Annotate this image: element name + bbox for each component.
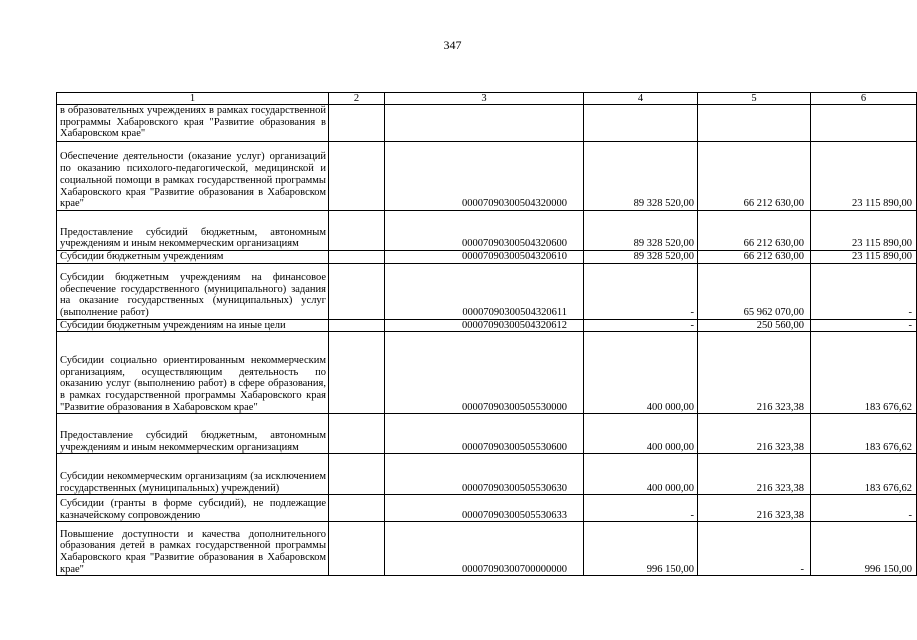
row-value-6: 183 676,62 xyxy=(811,454,917,495)
row-name: Субсидии (гранты в форме субсидий), не подлежащие казначейскому сопровождению xyxy=(57,495,329,522)
row-value-5 xyxy=(698,105,811,142)
row-value-6: - xyxy=(811,495,917,522)
row-code xyxy=(385,105,584,142)
table-row xyxy=(57,263,917,319)
row-name: Субсидии социально ориентированным некоммерческим организациям, осуществляющим деятельность по оказанию услуг (выполнению работ) в сфере образования, в рамках государственной программы Хабаровского края "Развитие образования в Хабаровском крае" xyxy=(57,332,329,414)
row-value-5: 66 212 630,00 xyxy=(698,211,811,251)
row-value-6 xyxy=(811,105,917,142)
table-row xyxy=(57,454,917,495)
table-row xyxy=(57,414,917,454)
row-value-5: 66 212 630,00 xyxy=(698,251,811,264)
row-name: Субсидии бюджетным учреждениям на иные цели xyxy=(57,319,329,332)
column-header-1: 1 xyxy=(57,93,329,105)
row-col2 xyxy=(329,522,385,576)
row-value-5: 216 323,38 xyxy=(698,332,811,414)
row-code: 00007090300504320000 xyxy=(385,142,584,211)
row-col2 xyxy=(329,414,385,454)
table-row xyxy=(57,142,917,211)
row-value-4: 400 000,00 xyxy=(584,414,698,454)
table-row xyxy=(57,211,917,251)
row-col2 xyxy=(329,105,385,142)
row-col2 xyxy=(329,495,385,522)
row-value-6: 996 150,00 xyxy=(811,522,917,576)
table-row xyxy=(57,319,917,332)
row-col2 xyxy=(329,332,385,414)
row-col2 xyxy=(329,319,385,332)
row-name: Субсидии некоммерческим организациям (за исключением государственных (муниципальных) учреждений) xyxy=(57,454,329,495)
row-name: Субсидии бюджетным учреждениям на финансовое обеспечение государственного (муниципального) задания на оказание государственных (муниципальных) услуг (выполнение работ) xyxy=(57,263,329,319)
row-col2 xyxy=(329,211,385,251)
column-header-6: 6 xyxy=(811,93,917,105)
row-value-4: - xyxy=(584,263,698,319)
column-header-5: 5 xyxy=(698,93,811,105)
row-name: Субсидии бюджетным учреждениям xyxy=(57,251,329,264)
row-value-6: 23 115 890,00 xyxy=(811,142,917,211)
header-row xyxy=(57,93,917,105)
row-value-6: - xyxy=(811,319,917,332)
row-name: Повышение доступности и качества дополнительного образования детей в рамках государственной программы Хабаровского края "Развитие образования в Хабаровском крае" xyxy=(57,522,329,576)
row-value-5: 216 323,38 xyxy=(698,495,811,522)
row-value-4: 400 000,00 xyxy=(584,454,698,495)
row-value-4 xyxy=(584,105,698,142)
row-value-5: 66 212 630,00 xyxy=(698,142,811,211)
table-row xyxy=(57,522,917,576)
row-value-5: - xyxy=(698,522,811,576)
row-value-5: 65 962 070,00 xyxy=(698,263,811,319)
row-code: 00007090300504320600 xyxy=(385,211,584,251)
row-name: Обеспечение деятельности (оказание услуг) организаций по оказанию психолого-педагогической, медицинской и социальной помощи в рамках государственной программы Хабаровского края "Развитие образования в Хабаровском крае" xyxy=(57,142,329,211)
row-name: в образовательных учреждениях в рамках государственной программы Хабаровского края "Развитие образования в Хабаровском крае" xyxy=(57,105,329,142)
row-name: Предоставление субсидий бюджетным, автономным учреждениям и иным некоммерческим организациям xyxy=(57,211,329,251)
column-header-4: 4 xyxy=(584,93,698,105)
row-code: 00007090300504320610 xyxy=(385,251,584,264)
row-value-5: 216 323,38 xyxy=(698,414,811,454)
row-value-4: 89 328 520,00 xyxy=(584,211,698,251)
row-value-4: 89 328 520,00 xyxy=(584,251,698,264)
row-value-4: 996 150,00 xyxy=(584,522,698,576)
column-header-2: 2 xyxy=(329,93,385,105)
row-value-6: - xyxy=(811,263,917,319)
row-value-6: 23 115 890,00 xyxy=(811,211,917,251)
row-code: 00007090300505530630 xyxy=(385,454,584,495)
row-value-6: 23 115 890,00 xyxy=(811,251,917,264)
row-col2 xyxy=(329,263,385,319)
table-row xyxy=(57,495,917,522)
column-header-3: 3 xyxy=(385,93,584,105)
page-number: 347 xyxy=(443,38,462,52)
row-code: 00007090300505530000 xyxy=(385,332,584,414)
row-code: 00007090300505530600 xyxy=(385,414,584,454)
table-row xyxy=(57,105,917,142)
row-col2 xyxy=(329,142,385,211)
row-value-6: 183 676,62 xyxy=(811,414,917,454)
row-value-4: - xyxy=(584,495,698,522)
row-code: 00007090300504320611 xyxy=(385,263,584,319)
row-name: Предоставление субсидий бюджетным, автономным учреждениям и иным некоммерческим организациям xyxy=(57,414,329,454)
row-value-6: 183 676,62 xyxy=(811,332,917,414)
row-value-5: 250 560,00 xyxy=(698,319,811,332)
row-col2 xyxy=(329,454,385,495)
row-code: 00007090300504320612 xyxy=(385,319,584,332)
table-row xyxy=(57,251,917,264)
table-row xyxy=(57,332,917,414)
row-code: 00007090300505530633 xyxy=(385,495,584,522)
row-value-4: 400 000,00 xyxy=(584,332,698,414)
row-value-4: - xyxy=(584,319,698,332)
row-value-5: 216 323,38 xyxy=(698,454,811,495)
row-col2 xyxy=(329,251,385,264)
row-code: 00007090300700000000 xyxy=(385,522,584,576)
row-value-4: 89 328 520,00 xyxy=(584,142,698,211)
budget-table xyxy=(56,92,917,576)
